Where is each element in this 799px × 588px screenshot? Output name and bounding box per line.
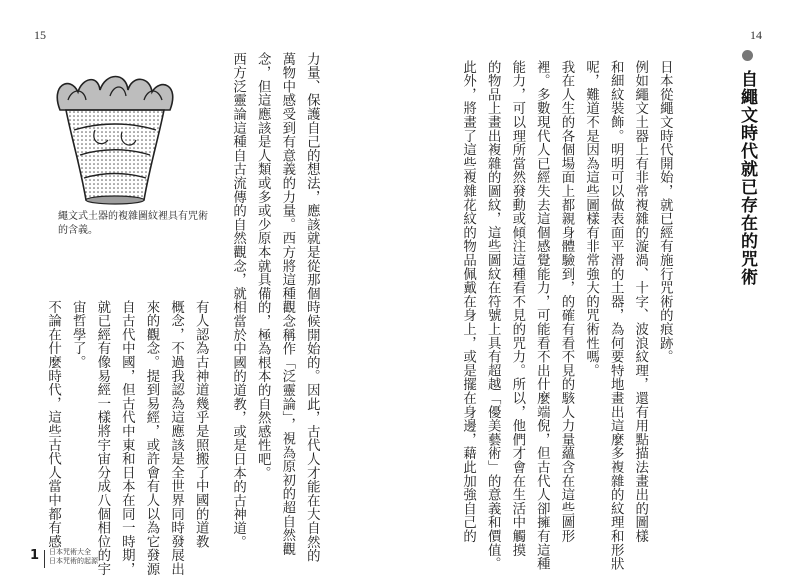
left-page-lower-body: 有人認為古神道幾乎是照搬了中國的道教 概念，不過我認為這應該是全世界同時發展出 來的觀念。提到易經，或許會有人以為它發源 自古代中國，但古代中東和日本在同一時期， 就已經有像易經一樣將宇宙分成八個相位的宇 宙哲學了。 不論在什麼時代，這些古代人當中都有感 [45, 300, 209, 576]
left-page-body: 力量、保護自己的想法，應該就是從那個時候開始的。因此，古代人才能在大自然的 萬物中感受到有意義的力量。西方將這種觀念稱作「泛靈論」，視為原初的超自然觀 念，但這應該是人類或多或少原本就具備的，極為根本的自然感性吧。 西方泛靈論這種自古流傳的自然觀念，就相當於中國的道教，或是日本的古神道。 [230, 52, 320, 563]
section-title: 自繩文時代就已存在的咒術 [737, 70, 757, 287]
footer-divider [44, 550, 45, 568]
footer-book-title: 日本咒術大全 [49, 548, 91, 556]
bullet-dot-icon [742, 50, 753, 61]
footer-page-number: 1 [30, 548, 40, 563]
illustration-caption: 繩文式土器的複雜圖紋裡具有咒術的含義。 [58, 211, 208, 236]
footer-chapter-title: 日本咒術的起源 [49, 557, 98, 565]
section-heading [735, 50, 760, 286]
jomon-pottery-illustration [40, 70, 190, 210]
page-number-left: 15 [34, 28, 46, 42]
page-number-right: 14 [750, 28, 762, 42]
right-page-body: 日本從繩文時代開始，就已經有施行咒術的痕跡。 例如繩文土器上有非常複雜的漩渦、十字、波浪紋理，還有用點描法畫出的圖樣 和細紋裝飾。明明可以做表面平滑的土器，為何要特地畫出這麼多複雜的紋理和形狀 呢，難道不是因為這些圖樣有非常強大的咒術性嗎。 我在人生的各個場面上都親身體驗到，的確有看不見的駭人力量蘊含在這些圖形 裡。多數現代人已經失去這個感覺能力，可能看不出什麼端倪，但古代人卻擁有這種 能力，可以理所當然發動或傾注這種看不見的咒力。所以，他們才會在生活中觸摸 的物品上畫出複雜的圖紋，這些圖紋在符號上具有超越「優美藝術」的意義和價值。 此外，將畫了這些複雜花紋的物品佩戴在身上，或是擺在身邊，藉此加強自己的 [460, 60, 673, 571]
